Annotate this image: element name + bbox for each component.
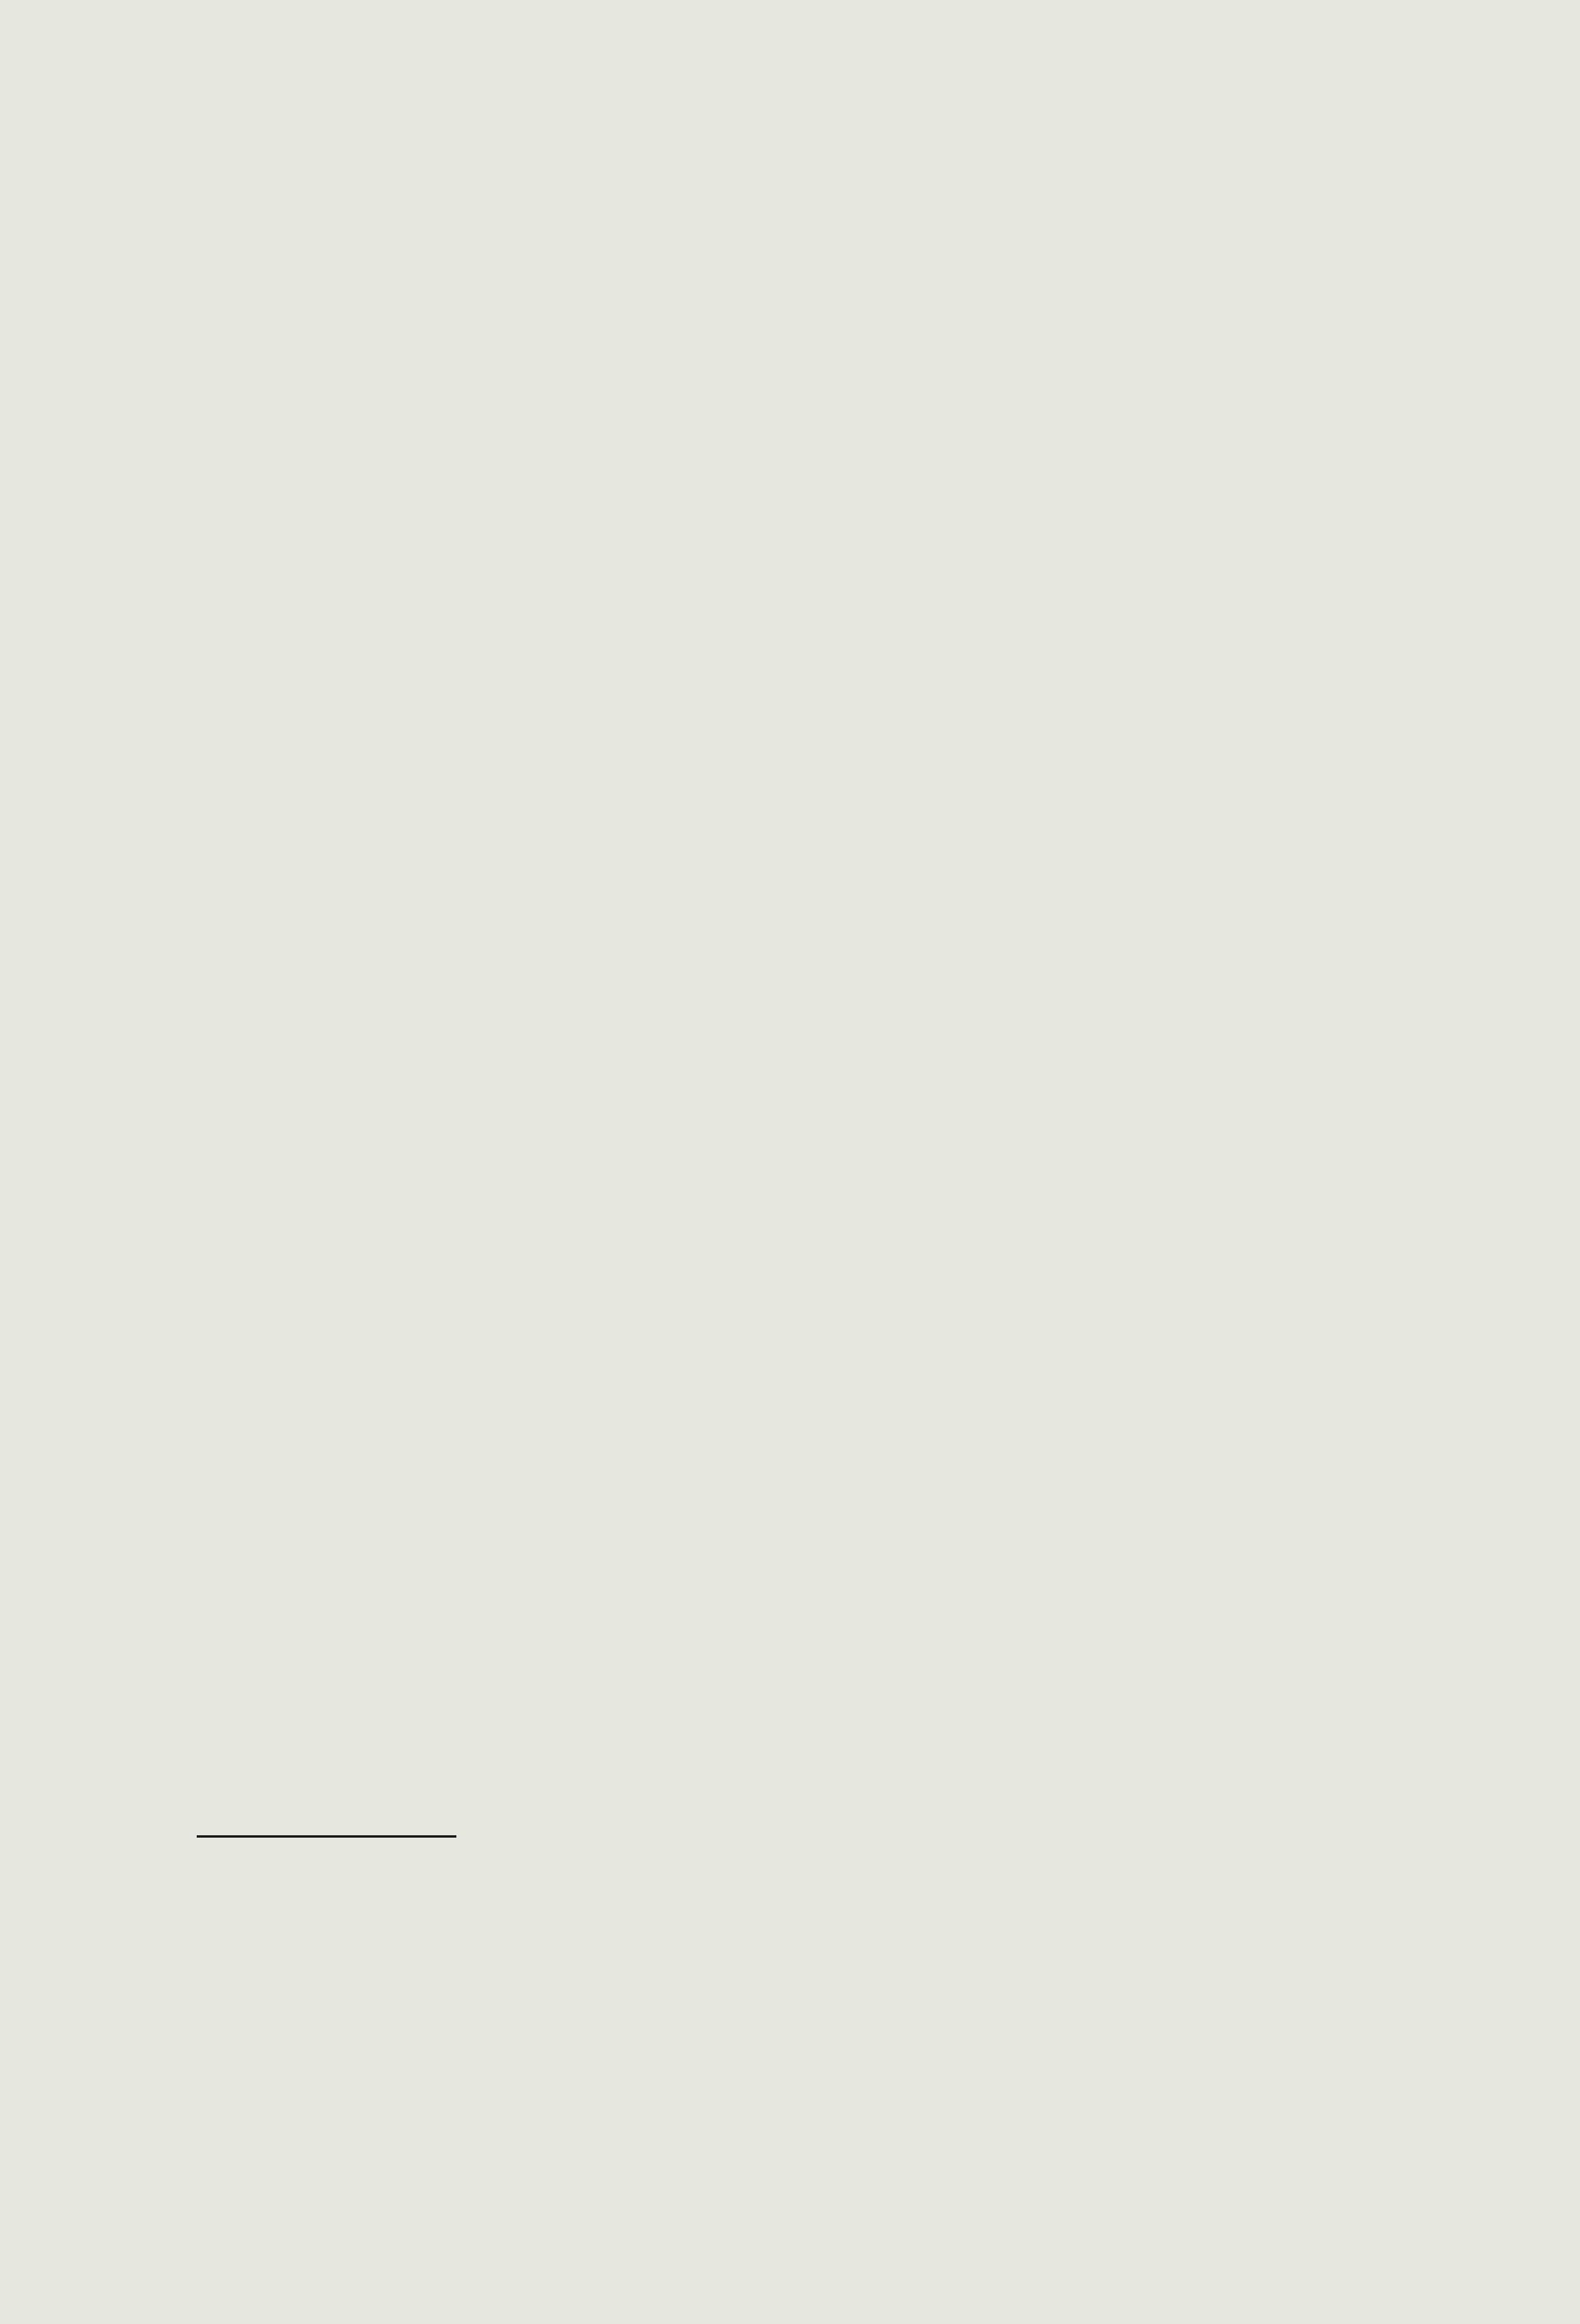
library-stamp (31, 2046, 504, 2251)
main-text (172, 154, 1385, 165)
footnote-divider (197, 1835, 456, 1838)
